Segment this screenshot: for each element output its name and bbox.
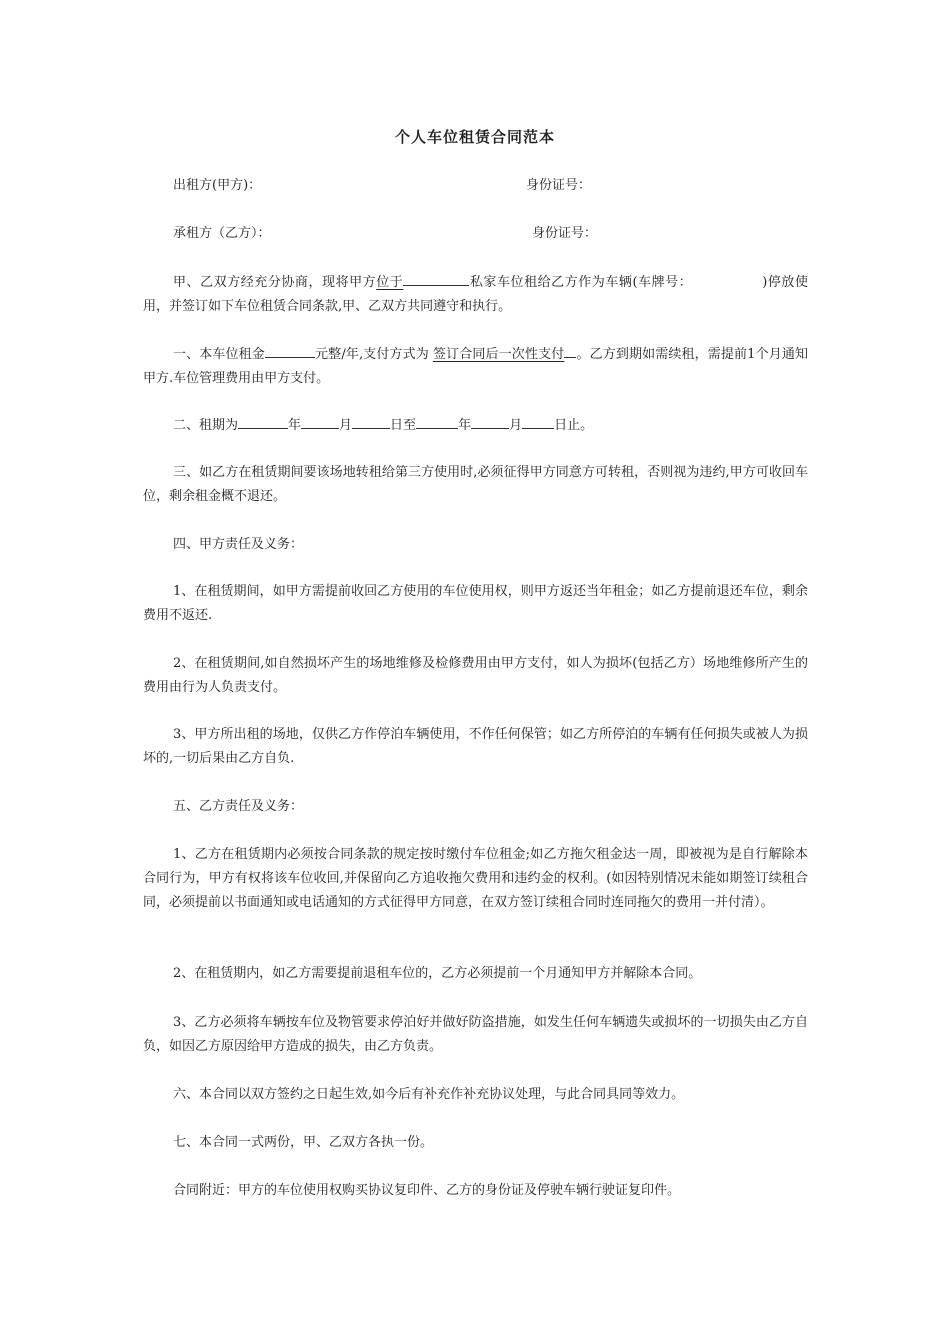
- clause-5-item-2: 2、在租赁期内，如乙方需要提前退租车位的，乙方必须提前一个月通知甲方并解除本合同。: [173, 966, 702, 981]
- clause-1-text-3: 。乙方到期如需续租，需提前1个月通知甲方.车位管理费用由甲方支付。: [143, 347, 808, 386]
- lessee-label: 承租方（乙方）：: [173, 226, 271, 241]
- location-blank: [403, 270, 469, 286]
- lessor-id-label: 身份证号：: [526, 178, 592, 193]
- lessee-id-label: 身份证号：: [532, 226, 598, 241]
- clause-4-heading: 四、甲方责任及义务：: [173, 537, 304, 552]
- start-year-blank: [238, 413, 288, 429]
- end-year-blank: [416, 413, 458, 429]
- document-title: 个人车位租赁合同范本: [394, 128, 555, 146]
- clause-4-item-1: 1、在租赁期间，如甲方需提前收回乙方使用的车位使用权，则甲方返还当年租金；如乙方提前退还车位，剩余费用不返还.: [143, 584, 808, 623]
- clause-1-text-2: 元整/年,支付方式为: [314, 347, 429, 362]
- end-year-label: 年: [458, 418, 472, 433]
- clause-4-item-2: 2、在租赁期间,如自然损坏产生的场地维修及检修费用由甲方支付，如人为损坏(包括乙方）场地维修所产生的费用由行为人负责支付。: [143, 656, 808, 695]
- payment-method: 签订合同后一次性支付: [432, 347, 565, 362]
- location-label: 位于: [376, 275, 404, 290]
- lessor-label: 出租方(甲方)：: [173, 178, 262, 193]
- attachment-note: 合同附近：甲方的车位使用权购买协议复印件、乙方的身份证及停驶车辆行驶证复印件。: [173, 1183, 681, 1198]
- intro-text-3: )停放使用，并签订如下车位租赁合同条款,甲、乙双方共同遵守和执行。: [143, 275, 808, 314]
- intro-text-1: 甲、乙双方经充分协商，现将甲方: [173, 275, 377, 290]
- clause-2: [143, 413, 808, 438]
- clause-2-lead: 二、租期为: [173, 418, 239, 433]
- clause-5-item-1: 1、乙方在租赁期内必须按合同条款的规定按时缴付车位租金;如乙方拖欠租金达一周，即被视为是自行解除本合同行为，甲方有权将该车位收回,并保留向乙方追收拖欠费用和违约金的权利。(如因特别情况未能如期签订续租合同，必须提前以书面通知或电话通知的方式征得甲方同意，在双方签订续租合同时连同拖欠的费用一并付清）。: [143, 847, 808, 910]
- end-month-blank: [471, 413, 509, 429]
- clause-7: 七、本合同一式两份，甲、乙双方各执一份。: [173, 1135, 434, 1150]
- end-day-blank: [522, 413, 554, 429]
- clause-6: 六、本合同以双方签约之日起生效,如今后有补充作补充协议处理，与此合同具同等效力。: [173, 1087, 685, 1102]
- start-year-label: 年: [288, 418, 302, 433]
- intro-text-2: 私家车位租给乙方作为车辆(车牌号：: [469, 275, 693, 290]
- clause-1: [143, 342, 808, 391]
- rent-amount-blank: [265, 342, 315, 358]
- day-to-label: 日至: [390, 418, 417, 433]
- intro-paragraph: [143, 270, 808, 319]
- start-day-blank: [352, 413, 390, 429]
- clause-5-heading: 五、乙方责任及义务：: [173, 799, 304, 814]
- start-month-label: 月: [339, 418, 353, 433]
- day-end-label: 日止。: [554, 418, 594, 433]
- payment-method-blank: [564, 342, 576, 358]
- end-month-label: 月: [509, 418, 523, 433]
- clause-4-item-3: 3、甲方所出租的场地，仅供乙方作停泊车辆使用，不作任何保管；如乙方所停泊的车辆有任何损失或被人为损坏的,一切后果由乙方自负.: [143, 727, 808, 766]
- clause-5-item-3: 3、乙方必须将车辆按车位及物管要求停泊好并做好防盗措施，如发生任何车辆遗失或损坏的一切损失由乙方自负，如因乙方原因给甲方造成的损失，由乙方负责。: [143, 1015, 808, 1054]
- clause-1-text-1: 一、本车位租金: [173, 347, 265, 362]
- clause-3: 三、如乙方在租赁期间要该场地转租给第三方使用时,必须征得甲方同意方可转租，否则视为违约,甲方可收回车位，剩余租金概不退还。: [143, 465, 808, 504]
- start-month-blank: [301, 413, 339, 429]
